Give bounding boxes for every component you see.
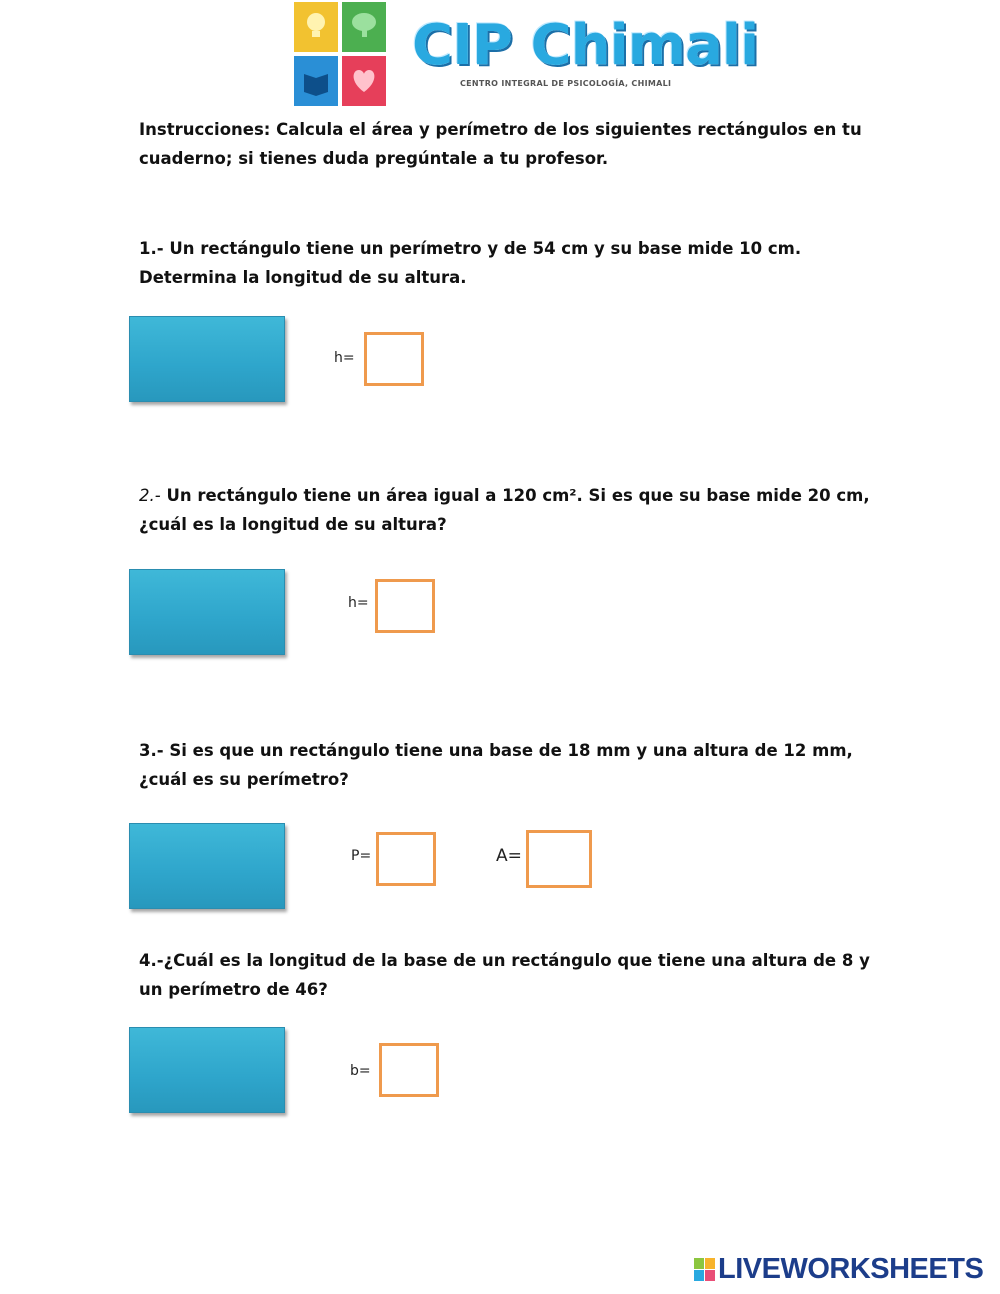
rectangle-figure <box>129 823 285 909</box>
answer-label-a: A= <box>496 846 522 866</box>
question-text-line-2: ¿cuál es la longitud de su altura? <box>139 515 447 534</box>
logo-title: CIP Chimali <box>412 13 759 78</box>
lightbulb-icon <box>294 2 338 52</box>
answer-input-b[interactable] <box>379 1043 439 1097</box>
rectangle-figure <box>129 1027 285 1113</box>
answer-input-h[interactable] <box>364 332 424 386</box>
answer-label-b: b= <box>350 1063 371 1079</box>
question-1 <box>139 234 801 292</box>
liveworksheets-logo[interactable] <box>694 1254 983 1284</box>
answer-input-p[interactable] <box>376 832 436 886</box>
question-3 <box>139 736 853 794</box>
instructions <box>139 115 862 173</box>
question-number: 4.- <box>139 951 164 970</box>
question-text-line-1: Un rectángulo tiene un perímetro y de 54 cm y su base mide 10 cm. <box>169 239 802 258</box>
rectangle-figure <box>129 569 285 655</box>
liveworksheets-icon <box>694 1258 716 1282</box>
question-number: 2.- <box>139 486 161 505</box>
question-text-line-2: un perímetro de 46? <box>139 980 328 999</box>
answer-input-h[interactable] <box>375 579 435 633</box>
question-number: 3.- <box>139 741 164 760</box>
question-2 <box>139 481 870 539</box>
question-text-line-1: Un rectángulo tiene un área igual a 120 cm². Si es que su base mide 20 cm, <box>166 486 870 505</box>
question-4 <box>139 946 870 1004</box>
logo-subtitle: CENTRO INTEGRAL DE PSICOLOGÍA, CHIMALI <box>460 79 672 88</box>
instructions-line-2: cuaderno; si tienes duda pregúntale a tu profesor. <box>139 149 609 168</box>
instructions-line-1: Instrucciones: Calcula el área y perímetro de los siguientes rectángulos en tu <box>139 120 862 139</box>
book-icon <box>294 56 338 106</box>
liveworksheets-brand: LIVEWORKSHEETS <box>718 1253 984 1285</box>
question-text-line-2: ¿cuál es su perímetro? <box>139 770 349 789</box>
heart-icon <box>342 56 386 106</box>
answer-label-h: h= <box>348 595 369 611</box>
brain-icon <box>342 2 386 52</box>
rectangle-figure <box>129 316 285 402</box>
question-text-line-1: Si es que un rectángulo tiene una base de 18 mm y una altura de 12 mm, <box>169 741 853 760</box>
question-text-line-2: Determina la longitud de su altura. <box>139 268 467 287</box>
question-number: 1.- <box>139 239 164 258</box>
answer-label-p: P= <box>351 848 372 864</box>
question-text-line-1: ¿Cuál es la longitud de la base de un rectángulo que tiene una altura de 8 y <box>163 951 870 970</box>
cip-logo-tiles <box>294 2 386 106</box>
answer-input-a[interactable] <box>526 830 592 888</box>
answer-label-h: h= <box>334 350 355 366</box>
